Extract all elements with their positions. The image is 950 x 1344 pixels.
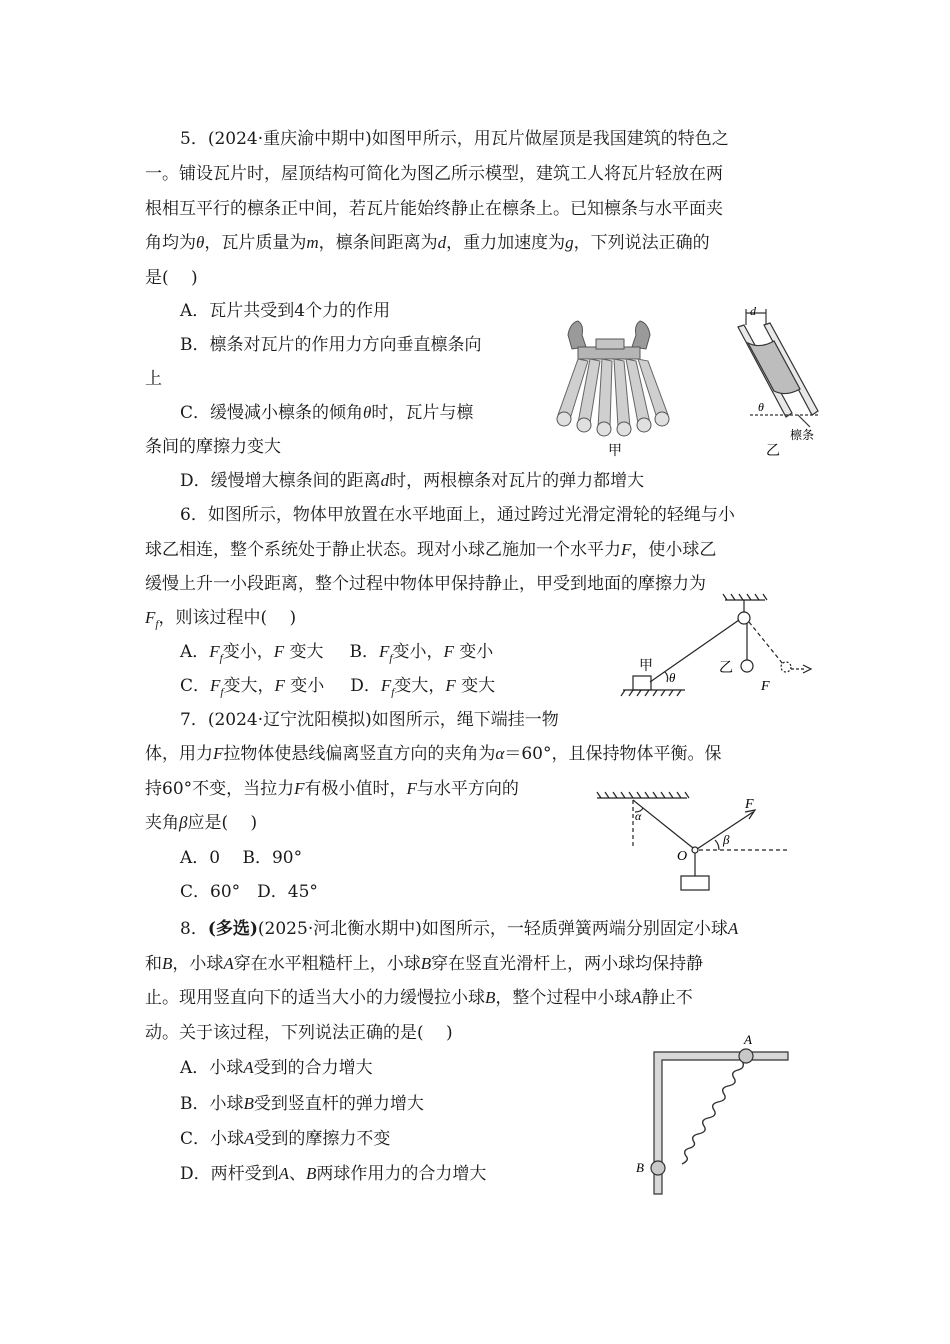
q8-line-2: 和B，小球A穿在水平粗糙杆上，小球B穿在竖直光滑杆上，两小球均保持静 (145, 954, 704, 974)
label-d: d (750, 304, 756, 318)
pulley-figure (615, 590, 815, 710)
q5-line-3: 根相互平行的檩条正中间，若瓦片能始终静止在檩条上。已知檩条与水平面夹 (145, 199, 723, 219)
q8-line-1: 8．(多选)(2025·河北衡水期中)如图所示，一轻质弹簧两端分别固定小球A (180, 919, 739, 939)
label-purlin: 檩条 (790, 428, 815, 442)
hanging-mass-figure (595, 790, 795, 900)
label-beta: β (723, 832, 730, 847)
tile-rows (558, 359, 668, 429)
ball-A (739, 1049, 753, 1063)
figure-label-yi: 乙 (766, 444, 780, 459)
block-jia (633, 676, 651, 690)
roof-ridge (568, 321, 650, 359)
label-yi: 乙 (719, 661, 733, 676)
q8-option-b: B．小球B受到竖直杆的弹力增大 (180, 1094, 424, 1114)
string (633, 800, 693, 848)
q5-line-2: 一。铺设瓦片时，屋顶结构可简化为图乙所示模型，建筑工人将瓦片轻放在两 (145, 164, 723, 184)
figure-label-jia: 甲 (608, 444, 622, 459)
q6-options-ab: A．$F_f$变小，F 变大 B．$F_f$变小，F 变小 (180, 642, 494, 665)
q6-line-2: 球乙相连，整个系统处于静止状态。现对小球乙施加一个水平力F，使小球乙 (145, 540, 717, 560)
purlin-model-figure (720, 303, 830, 463)
q5-line-4: 角均为θ，瓦片质量为m，檩条间距离为d，重力加速度为g，下列说法正确的 (145, 233, 710, 253)
q5-option-a: A．瓦片共受到4个力的作用 (180, 301, 391, 321)
label-F: F (761, 679, 770, 694)
q5-option-c-cont: 条间的摩擦力变大 (145, 437, 281, 457)
roof-tiles-figure (548, 315, 678, 465)
q5-line-5: 是( ) (145, 268, 198, 288)
point-O (692, 847, 698, 853)
q7-line-2: 体，用力F拉物体使悬线偏离竖直方向的夹角为α＝60°，且保持物体平衡。保 (145, 744, 722, 764)
q8-option-c: C．小球A受到的摩擦力不变 (180, 1129, 391, 1149)
q7-line-4: 夹角β应是( ) (145, 813, 258, 833)
q5-option-b: B．檩条对瓦片的作用力方向垂直檩条向 (180, 335, 482, 355)
spring (682, 1060, 743, 1164)
rods (654, 1052, 788, 1194)
label-B: B (636, 1160, 644, 1175)
q7-options-cd: C．60° D．45° (180, 882, 318, 902)
q7-options-ab: A．0 B．90° (180, 848, 303, 868)
q5-option-c: C．缓慢减小檩条的倾角θ时，瓦片与檩 (180, 403, 474, 423)
ball-B (651, 1161, 665, 1175)
label-jia: 甲 (639, 659, 653, 674)
ball-yi (741, 660, 753, 672)
q6-options-cd: C．$F_f$变大，F 变小 D．$F_f$变大，F 变大 (180, 676, 496, 699)
q8-option-a: A．小球A受到的合力增大 (180, 1058, 373, 1078)
label-F: F (745, 797, 754, 812)
q6-line-1: 6．如图所示，物体甲放置在水平地面上，通过跨过光滑定滑轮的轻绳与小 (180, 505, 735, 525)
q5-option-d: D．缓慢增大檩条间的距离d时，两根檩条对瓦片的弹力都增大 (180, 471, 645, 491)
label-A: A (744, 1032, 752, 1047)
hanging-block (681, 876, 709, 890)
q7-line-3: 持60°不变，当拉力F有极小值时，F与水平方向的 (145, 779, 519, 799)
q5-option-b-cont: 上 (145, 369, 162, 389)
label-theta: θ (758, 400, 764, 414)
spring-rods-figure (630, 1030, 800, 1200)
pulley (738, 612, 750, 624)
q8-line-4: 动。关于该过程，下列说法正确的是( ) (145, 1023, 453, 1043)
q6-line-4: $F_f$，则该过程中( ) (145, 608, 297, 631)
q7-line-1: 7．(2024·辽宁沈阳模拟)如图所示，绳下端挂一物 (180, 710, 559, 730)
q6-line-3: 缓慢上升一小段距离，整个过程中物体甲保持静止，甲受到地面的摩擦力为 (145, 574, 706, 594)
q5-line-1: 5．(2024·重庆渝中期中)如图甲所示，用瓦片做屋顶是我国建筑的特色之 (180, 129, 729, 149)
label-theta: θ (669, 670, 676, 685)
tile-ends (557, 412, 669, 436)
label-O: O (677, 849, 688, 864)
q8-line-3: 止。现用竖直向下的适当大小的力缓慢拉小球B，整个过程中小球A静止不 (145, 988, 693, 1008)
q8-option-d: D．两杆受到A、B两球作用力的合力增大 (180, 1164, 487, 1184)
label-alpha: α (635, 809, 642, 823)
